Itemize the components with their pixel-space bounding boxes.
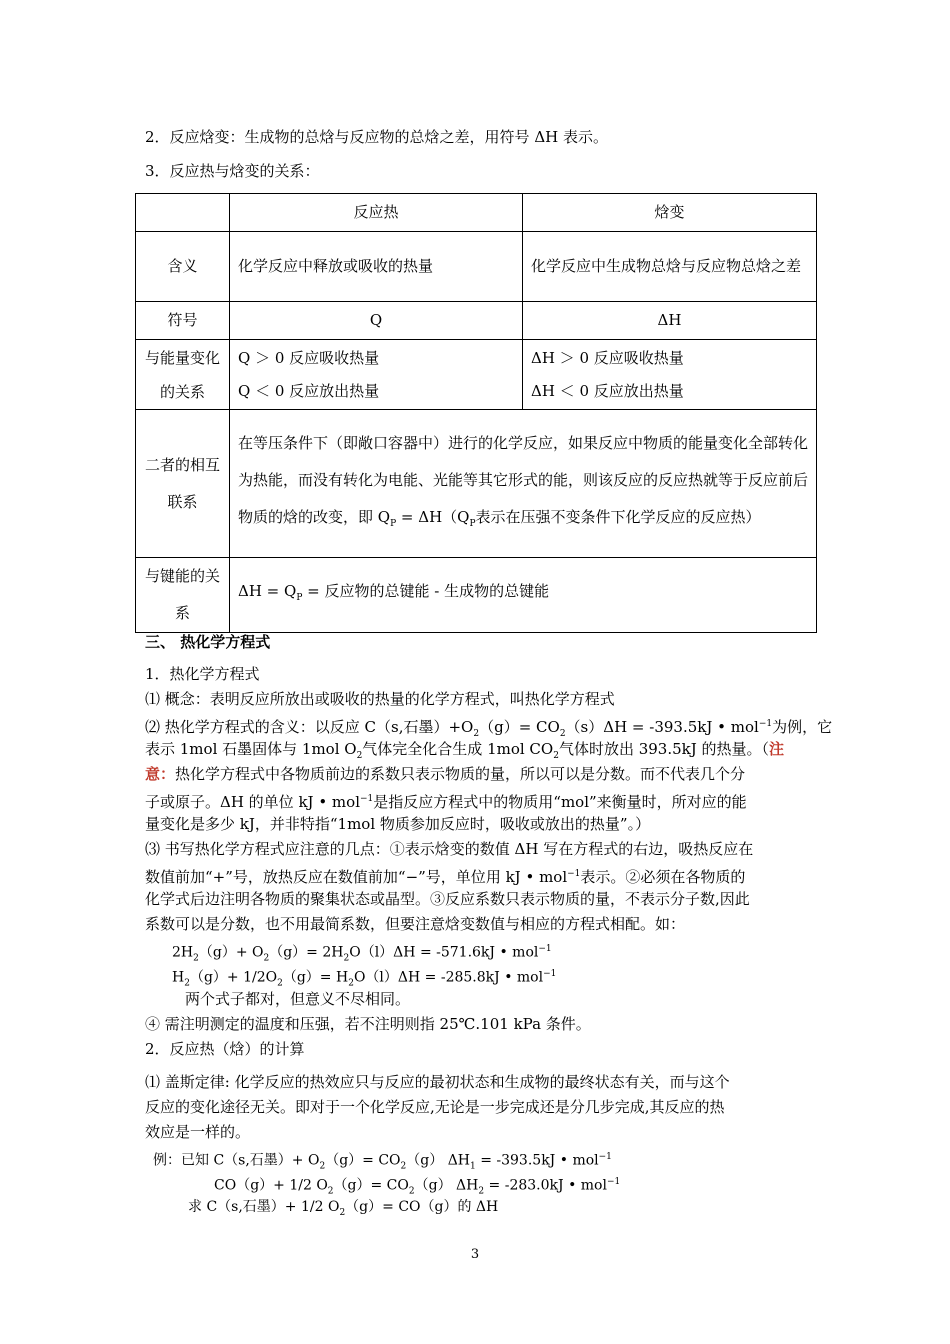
row3-h2: ΔH ＜ 0 反应放出热量 bbox=[531, 381, 684, 400]
eq1b: （g）+ O bbox=[198, 944, 264, 961]
eq2-sub1: 2 bbox=[184, 978, 190, 989]
g1: ⑴ 盖斯定律: 化学反应的热效应只与反应的最初状态和生成物的最终状态有关，而与这个 bbox=[145, 1073, 730, 1091]
eq1-sub1: 2 bbox=[193, 953, 199, 964]
row4-label: 二者的相互联系 bbox=[136, 410, 230, 558]
ex2-sub1: 2 bbox=[327, 1186, 334, 1197]
l2d: 为例，它 bbox=[772, 718, 833, 736]
ex2b: （g）= CO bbox=[333, 1177, 409, 1194]
row1-label: 含义 bbox=[136, 232, 230, 302]
head-h: 焓变 bbox=[523, 194, 817, 232]
l9: 化学式后边注明各物质的聚集状态或晶型。③反应系数只表示物质的量，不表示分子数,因此 bbox=[145, 890, 750, 908]
ex2-sub2: 2 bbox=[408, 1186, 415, 1197]
l7: ⑶ 书写热化学方程式应注意的几点：①表示焓变的数值 ΔH 写在方程式的右边，吸热反应在 bbox=[145, 840, 754, 858]
eq2b: （g）+ 1/2O bbox=[189, 969, 278, 986]
ex1d: = -393.5kJ • mol bbox=[475, 1152, 599, 1169]
ex1-sub2: 2 bbox=[400, 1161, 407, 1172]
l4 bbox=[145, 763, 745, 785]
l8 bbox=[145, 863, 745, 888]
row4-sub-p: P bbox=[390, 518, 397, 529]
l10: 系数可以是分数，也不用最简系数，但要注意焓变数值与相应的方程式相配。如： bbox=[145, 915, 686, 933]
g2: 反应的变化途径无关。即对于一个化学反应,无论是一步完成还是分几步完成,其反应的热 bbox=[145, 1098, 725, 1116]
row4-text bbox=[230, 410, 817, 558]
eq2-sup: −1 bbox=[543, 969, 557, 979]
row3-label: 与能量变化的关系 bbox=[136, 340, 230, 410]
l8-sup: −1 bbox=[567, 869, 581, 879]
eq1c: （g）= 2H bbox=[269, 944, 344, 961]
ex2-sub3: 2 bbox=[478, 1186, 485, 1197]
ex1-sub3: 1 bbox=[470, 1161, 476, 1172]
l2-sub1: 2 bbox=[473, 729, 480, 739]
ex1c: （g） ΔH bbox=[406, 1152, 471, 1169]
note-label-a: 注 bbox=[769, 740, 785, 758]
page-number: 3 bbox=[470, 1247, 480, 1262]
head-q: 反应热 bbox=[230, 194, 523, 232]
l3b: 气体完全化合生成 1mol CO bbox=[362, 740, 554, 758]
l6: 量变化是多少 kJ，并非特指“1mol 物质参加反应时，吸收或放出的热量”。） bbox=[145, 815, 651, 833]
row4-text-a: 在等压条件下（即敞口容器中）进行的化学反应，如果反应中物质的能量变化全部转化为热能，而没有转化为电能、光能等其它形式的能，则该反应的反应热就等于反应前后物质的焓的改变，即 Q bbox=[238, 433, 809, 526]
g3: 效应是一样的。 bbox=[145, 1123, 251, 1141]
ex2-sup: −1 bbox=[606, 1177, 621, 1187]
ex3 bbox=[188, 1196, 498, 1224]
eq2d: O（l）ΔH = -285.8kJ • mol bbox=[353, 969, 544, 986]
l5a: 子或原子。ΔH 的单位 kJ • mol bbox=[145, 793, 360, 811]
l5-sup: −1 bbox=[360, 794, 374, 804]
l4-text: 热化学方程式中各物质前边的系数只表示物质的量，所以可以是分数。而不代表几个分 bbox=[175, 765, 746, 783]
eq2a: H bbox=[172, 969, 185, 986]
ex2a: CO（g）+ 1/2 O bbox=[214, 1177, 328, 1194]
l2c: （s）ΔH = -393.5kJ • mol bbox=[565, 718, 759, 736]
ex2d: = -283.0kJ • mol bbox=[484, 1177, 607, 1194]
row5-sub-p: P bbox=[296, 593, 303, 603]
l2-sup: −1 bbox=[758, 719, 773, 729]
ex2c: （g） ΔH bbox=[414, 1177, 479, 1194]
eq1-sub2: 2 bbox=[263, 953, 270, 964]
l5 bbox=[145, 788, 747, 813]
row5-text-b: = 反应物的总键能 - 生成物的总键能 bbox=[302, 582, 550, 600]
l8b: 表示。②必须在各物质的 bbox=[580, 868, 746, 886]
row2-q: Q bbox=[230, 302, 523, 340]
row5-text bbox=[230, 558, 817, 633]
row3-q bbox=[230, 340, 523, 410]
table-corner bbox=[136, 194, 230, 232]
row5-label: 与键能的关系 bbox=[136, 558, 230, 633]
l8a: 数值前加“+”号，放热反应在数值前加“−”号，单位用 kJ • mol bbox=[145, 868, 568, 886]
ex3-sub1: 2 bbox=[339, 1207, 346, 1218]
sec2-line: 2．反应焓变：生成物的总焓与反应物的总焓之差，用符号 ΔH 表示。 bbox=[145, 128, 608, 146]
row3-q2: Q ＜ 0 反应放出热量 bbox=[238, 381, 380, 400]
eq1a: 2H bbox=[172, 944, 194, 961]
eq1-sup: −1 bbox=[538, 944, 552, 954]
p1-heading: 1．热化学方程式 bbox=[145, 665, 260, 683]
l3-sub2: 2 bbox=[553, 751, 559, 761]
p2-heading: 2．反应热（焓）的计算 bbox=[145, 1040, 305, 1058]
row4-text-c: 表示在压强不变条件下化学反应的反应热） bbox=[475, 507, 761, 526]
row1-h: 化学反应中生成物总焓与反应物总焓之差 bbox=[523, 232, 817, 302]
row5-text-a: ΔH = Q bbox=[238, 582, 297, 600]
ex1b: （g）= CO bbox=[325, 1152, 401, 1169]
l11: 两个式子都对，但意义不尽相同。 bbox=[185, 990, 411, 1008]
row1-q: 化学反应中释放或吸收的热量 bbox=[230, 232, 523, 302]
l2a: ⑵ 热化学方程式的含义：以反应 C（s,石墨）+O bbox=[145, 718, 474, 736]
ex3a: 求 C（s,石墨）+ 1/2 O bbox=[188, 1199, 340, 1215]
eq1-sub3: 2 bbox=[343, 953, 350, 964]
l12: ④ 需注明测定的温度和压强，若不注明则指 25℃.101 kPa 条件。 bbox=[145, 1015, 591, 1033]
row3-q1: Q ＞ 0 反应吸收热量 bbox=[238, 348, 380, 367]
row3-h1: ΔH ＞ 0 反应吸收热量 bbox=[531, 348, 684, 367]
l1: ⑴ 概念：表明反应所放出或吸收的热量的化学方程式，叫热化学方程式 bbox=[145, 690, 615, 708]
sec3-line: 3．反应热与焓变的关系： bbox=[145, 162, 320, 180]
row2-label: 符号 bbox=[136, 302, 230, 340]
l2b: （g）= CO bbox=[479, 718, 560, 736]
l3-sub1: 2 bbox=[356, 751, 363, 761]
part3-title: 三、 热化学方程式 bbox=[145, 633, 271, 651]
l3a: 表示 1mol 石墨固体与 1mol O bbox=[145, 740, 357, 758]
l5b: 是指反应方程式中的物质用“mol”来衡量时，所对应的能 bbox=[373, 793, 747, 811]
eq2-sub3: 2 bbox=[348, 978, 354, 989]
relation-table bbox=[135, 193, 817, 633]
row4-text-b: = ΔH（Q bbox=[396, 507, 470, 526]
eq2-sub2: 2 bbox=[277, 978, 283, 989]
ex1-sup: −1 bbox=[598, 1152, 612, 1162]
note-label-b: 意： bbox=[145, 765, 176, 783]
ex1a: 例：已知 C（s,石墨）+ O bbox=[153, 1152, 320, 1169]
row4-sub-p2: P bbox=[469, 518, 476, 529]
row2-h: ΔH bbox=[523, 302, 817, 340]
eq2c: （g）= H bbox=[282, 969, 349, 986]
row3-h bbox=[523, 340, 817, 410]
l3c: 气体时放出 393.5kJ 的热量。（ bbox=[558, 740, 770, 758]
ex1-sub1: 2 bbox=[319, 1161, 326, 1172]
eq1d: O（l）ΔH = -571.6kJ • mol bbox=[349, 944, 539, 961]
l2-sub2: 2 bbox=[559, 729, 566, 739]
ex3b: （g）= CO（g）的 ΔH bbox=[345, 1199, 499, 1215]
